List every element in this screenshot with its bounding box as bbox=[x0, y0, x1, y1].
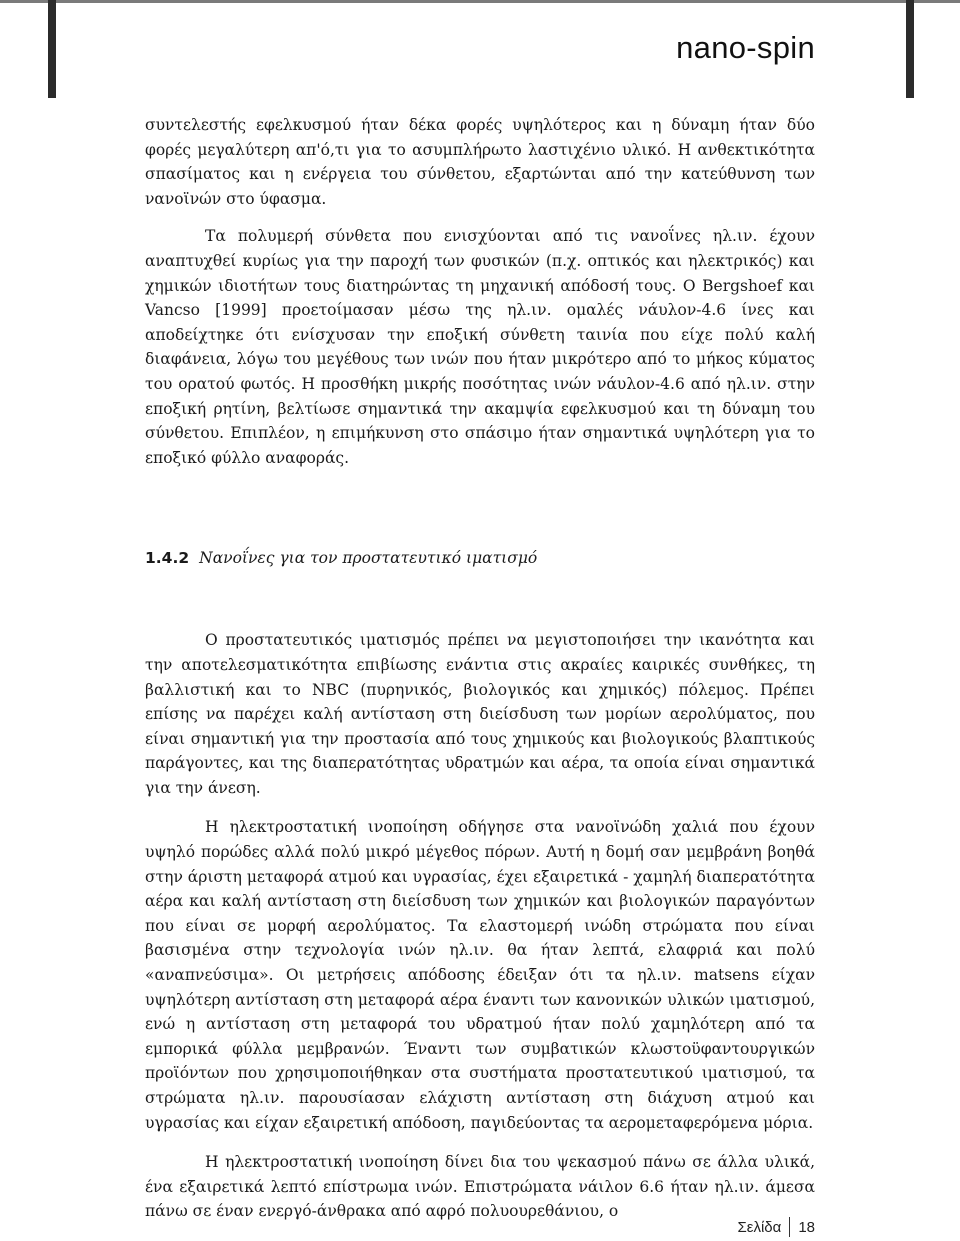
footer-divider bbox=[789, 1217, 790, 1237]
body-paragraph: Τα πολυμερή σύνθετα που ενισχύονται από τις νανοΐνες ηλ.ιν. έχουν αναπτυχθεί κυρίως για την παροχή των φυσικών (π.χ. οπτικός και ηλεκτρικός) και χημικών ιδιοτήτων τους διατηρώντας τη μηχανική απόδοσή τους. Ο Bergshoef και Vancso [1999] προετοίμασαν μέσω της ηλ.ιν. ομαλές νάυλον-4.6 ίνες και αποδείχτηκε ότι ενίσχυσαν την εποξική σύνθετη ταινία που είχε πολύ καλή διαφάνεια, λόγω του μεγέθους των ινών που ήταν μικρότερο από το μήκος κύματος του ορατού φωτός. Η προσθήκη μικρής ποσότητας ινών νάυλον-4.6 από ηλ.ιν. στην εποξική ρητίνη, βελτίωσε σημαντικά την ακαμψία εφελκυσμού και τη δύναμη του σύνθετου. Επιπλέον, η επιμήκυνση στο σπάσιμο ήταν σημαντικά υψηλότερη για το εποξικό φύλλο αναφοράς. bbox=[145, 227, 815, 467]
section-heading bbox=[145, 546, 815, 570]
page-footer bbox=[737, 1217, 815, 1237]
header-corner-left bbox=[48, 0, 56, 98]
section-number: 1.4.2 bbox=[145, 549, 190, 568]
page-body bbox=[145, 113, 815, 1224]
body-paragraph: Ο προστατευτικός ιματισμός πρέπει να μεγιστοποιήσει την ικανότητα και την αποτελεσματικότητα επιβίωσης ενάντια στις ακραίες καιρικές συνθήκες, τη βαλλιστική και το NBC (πυρηνικός, βιολογικός και χημικός) πόλεμος. Πρέπει επίσης να παρέχει καλή αντίσταση στη διείσδυση των μορίων αερολύματος, που είναι σημαντική για την προστασία από τους χημικούς και βιολογικούς βλαπτικούς παράγοντες, και της διαπερατότητας υδρατμών και αέρα, τα οποία είναι σημαντικά για την άνεση. bbox=[145, 631, 815, 797]
header-rule bbox=[0, 0, 960, 3]
section-title: Νανοΐνες για τον προστατευτικό ιματισμό bbox=[199, 549, 538, 568]
page-label: Σελίδα bbox=[737, 1218, 782, 1236]
header-corner-right bbox=[906, 0, 914, 98]
page-number: 18 bbox=[798, 1218, 815, 1236]
body-paragraph: Η ηλεκτροστατική ινοποίηση δίνει δια του ψεκασμού πάνω σε άλλα υλικά, ένα εξαιρετικά λεπτό επίστρωμα ινών. Επιστρώματα νάιλον 6.6 ήταν ηλ.ιν. άμεσα πάνω σε έναν ενεργό-άνθρακα από αφρό πολυουρεθάνιου, ο bbox=[145, 1153, 815, 1221]
document-header-title: nano-spin bbox=[676, 30, 815, 65]
body-paragraph-continuation: συντελεστής εφελκυσμού ήταν δέκα φορές υψηλότερος και η δύναμη ήταν δύο φορές μεγαλύτερη απ'ό,τι για το ασυμπλήρωτο λαστιχένιο υλικό. Η ανθεκτικότητα σπασίματος και η ενέργεια του σύνθετου, εξαρτώνται από την κατεύθυνση των νανοϊνών στο ύφασμα. bbox=[145, 116, 815, 208]
body-paragraph: Η ηλεκτροστατική ινοποίηση οδήγησε στα νανοϊνώδη χαλιά που έχουν υψηλό πορώδες αλλά πολύ μικρό μέγεθος πόρων. Αυτή η δομή σαν μεμβράνη βοηθά στην άριστη μεταφορά ατμού και υγρασίας, έχει εξαιρετικά - χαμηλή διαπερατότητα αέρα και καλή αντίσταση στη διείσδυση των χημικών και βιολογικών παραγόντων που είναι σε μορφή αερολύματος. Τα ελαστομερή ινώδη στρώματα που είναι βασισμένα στην τεχνολογία ινών ηλ.ιν. θα ήταν λεπτά, ελαφριά και πολύ «αναπνεύσιμα». Οι μετρήσεις απόδοσης έδειξαν ότι τα ηλ.ιν. matsens είχαν υψηλότερη αντίσταση στη μεταφορά αέρα έναντι των κανονικών υλικών ιματισμού, ενώ η αντίσταση στη μεταφορά του υδρατμού ήταν πολύ χαμηλότερη από τα εμπορικά φύλλα μεμβρανών. Έναντι των συμβατικών κλωστοϋφαντουργικών προϊόντων που χρησιμοποιήθηκαν στα συστήματα προστατευτικού ιματισμού, τα στρώματα ηλ.ιν. παρουσίασαν ελάχιστη αντίσταση στη διάχυση ατμού και υγρασίας και είχαν εξαιρετική απόδοση, παγιδεύοντας τα αερομεταφερόμενα μόρια. bbox=[145, 818, 815, 1132]
